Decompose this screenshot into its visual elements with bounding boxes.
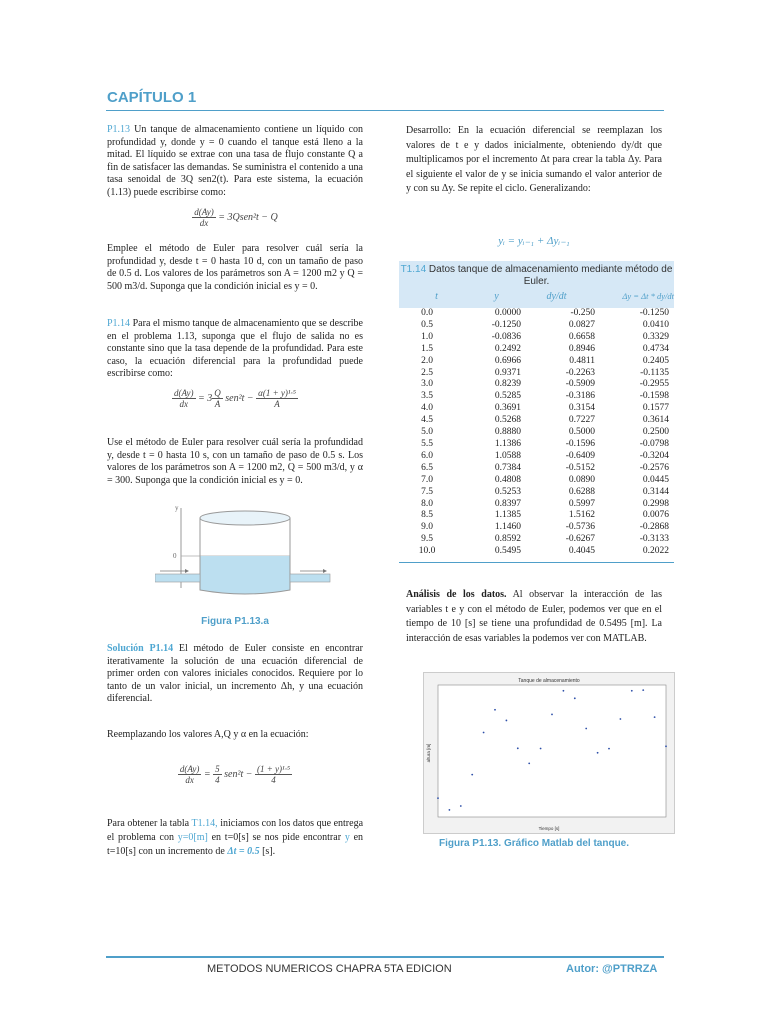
analysis-text: Al observar la interacción de las variables t e y con el método de Euler, podemos ver que en el tiempo de 10 [s] se tiene una profundidad de 0.5495 [m]. La interacción de esas variables la podemos ver con MATLAB. [406,589,662,644]
table-row [404,403,672,415]
table-cell: 2.0 [421,355,433,366]
table-row [404,379,672,391]
table-cell: 1.5162 [568,510,595,521]
eq1-den: dx [199,218,209,228]
p113-paragraph [107,124,363,200]
eq3-eq: = [203,768,211,780]
eq2-num: d(Ay) [174,388,194,398]
eq2-den: dx [179,399,188,409]
table-row [404,308,672,320]
eq3-c-den: 4 [215,775,220,785]
table-cell: 9.5 [421,534,433,545]
p114-text: Para el mismo tanque de almacenamiento que se describe en el problema 1.13, suponga que el flujo de salida no es constante sino que la tasa depende de la profundidad. Para este caso, la ecuación diferencial para la profundidad puede escribirse como: [107,318,363,380]
plot-figure-caption: Figura P1.13. Gráfico Matlab del tanque. [438,838,630,849]
table-cell: 0.3329 [642,331,669,342]
table-row [404,332,672,344]
table-row [404,415,672,427]
table-cell: 0.7227 [568,415,595,426]
table-cell: -0.6409 [565,450,595,461]
table-cell: 0.5000 [568,427,595,438]
table-row [404,451,672,463]
table-cell: -0.3186 [565,391,595,402]
table-cell: -0.2263 [565,367,595,378]
plot-point [620,718,622,720]
table-cell: 1.0 [421,331,433,342]
eq2-q-den: A [214,399,221,409]
analysis-bold: Análisis de los datos. [406,589,507,600]
table-cell: 7.5 [421,486,433,497]
plot-point [654,716,656,718]
table-cell: 1.1386 [494,438,521,449]
table-cell: -0.1598 [639,391,669,402]
plot-point [460,805,462,807]
p114-tag: P1.14 [107,318,131,329]
equation-2 [107,388,363,409]
table-cell: 1.1460 [494,522,521,533]
table-bottom-rule [399,562,674,563]
plot-area [438,685,666,817]
table-tag: T1.14 [400,264,427,275]
table-cell: -0.5152 [565,462,595,473]
eq3-num: d(Ay) [179,764,200,774]
table-cell: 10.0 [418,546,436,557]
table-cell: -0.1250 [639,308,669,318]
eq2-mid: = 3 [198,392,213,404]
plot-point [528,762,530,764]
table-cell: 0.1577 [642,403,669,414]
plot-point [517,747,519,749]
final-paragraph [107,817,363,859]
footer-author: Autor: @PTRRZA [566,963,658,975]
table-row [404,344,672,356]
table-cell: -0.1596 [565,438,595,449]
general-equation: yᵢ = yᵢ₋₁ + Δyᵢ₋₁ [498,235,570,247]
table-cell: 0.5 [421,319,433,330]
solution-text: El método de Euler consiste en encontrar iterativamente la solución de una ecuación diferencial de primer orden con valores iniciales conocidos. Requiere por lo tanto de un valor inicial, un incremento Δh, y una ecuación diferencial. [107,643,363,705]
table-cell: 8.0 [421,498,433,509]
table-row [404,320,672,332]
table-cell: 3.0 [421,379,433,390]
eq3-sen: sen²t − [224,768,253,780]
table-cell: -0.2955 [639,379,669,390]
eq2-sen: sen²t − [225,392,254,404]
footer-title: METODOS NUMERICOS CHAPRA 5TA EDICION [207,963,452,975]
analysis-paragraph [406,588,662,646]
plot-point [471,774,473,776]
plot-point [642,689,644,691]
table-cell: 0.5253 [494,486,521,497]
final-y: y [344,832,350,843]
table-cell: 6.5 [421,462,433,473]
table-cell: -0.1135 [640,367,669,378]
table-cell: 0.2500 [642,427,669,438]
table-cell: 0.7384 [494,462,521,473]
p113-paragraph-2: Emplee el método de Euler para resolver cuál sería la profundidad y, desde t = 0 hasta 10 d, con un tamaño de paso de 0.5 d. Los valores de los parámetros son A = 1200 m2 y Q = 500 m3/d. Suponga que la condición inicial es y = 0. [107,243,363,292]
table-cell: 0.3144 [642,486,669,497]
table-cell: -0.3133 [639,534,669,545]
table-cell: -0.1250 [491,319,521,330]
table-cell: 0.0445 [642,474,669,485]
table-cell: 9.0 [421,522,433,533]
table-cell: 6.0 [421,450,433,461]
col-header-y: y [494,291,499,302]
table-cell: 0.4045 [568,546,595,557]
chapter-title: CAPÍTULO 1 [107,89,197,106]
table-cell: 2.5 [421,367,433,378]
table-cell: -0.250 [570,308,595,318]
eq3-den: dx [185,775,194,785]
plot-ylabel: altura [m] [426,743,431,763]
final-tag: T1.14, [191,818,218,829]
plot-title: Tanque de almacenamiento [518,678,580,684]
table-cell: 0.8397 [494,498,521,509]
tank-figure [155,498,335,600]
table-cell: 4.5 [421,415,433,426]
table-row [404,534,672,546]
eq3-r-num: (1 + y)¹·⁵ [256,764,291,774]
plot-point [494,709,496,711]
plot-point [631,690,633,692]
table-cell: 0.3614 [642,415,669,426]
table-cell: 0.0 [421,308,433,318]
eq1-num: d(Ay) [194,207,214,217]
euler-table-body [404,308,672,558]
table-cell: 0.5997 [568,498,595,509]
p114-paragraph [107,318,363,381]
table-cell: 8.5 [421,510,433,521]
table-cell: 0.4811 [569,355,595,366]
p114-paragraph-2: Use el método de Euler para resolver cuál sería la profundidad y, desde t = 0 hasta 10 s, con un tamaño de paso de 0.5 s. Los valores de los parámetros son A = 1200 m2, Q = 500 m3/d, y α = 300. Suponga que la condición inicial es y = 0. [107,437,363,486]
p113-tag: P1.13 [107,124,131,135]
table-row [404,356,672,368]
table-cell: 0.8592 [494,534,521,545]
equation-1 [107,207,363,228]
table-col-headers [399,291,674,302]
table-row [404,368,672,380]
solution-paragraph [107,643,363,706]
eq2-r-den: A [274,399,280,409]
final-y0: y=0[m] [177,832,208,843]
tank-zero-label: 0 [173,552,177,560]
table-row [404,463,672,475]
table-cell: 0.0076 [642,510,669,521]
col-header-dy: Δy = Δt * dy/dt [622,291,674,301]
table-cell: 5.5 [421,438,433,449]
final-e: [s]. [262,846,276,857]
table-cell: 0.4734 [642,343,669,354]
plot-point [449,809,451,811]
table-cell: 3.5 [421,391,433,402]
footer-rule [106,956,664,958]
plot-point [551,714,553,716]
table-cell: 4.0 [421,403,433,414]
table-cell: 0.2492 [494,343,521,354]
table-cell: 0.5495 [494,546,521,557]
table-cell: -0.2868 [639,522,669,533]
table-cell: 0.5268 [494,415,521,426]
table-cell: 0.2022 [642,546,669,557]
plot-point [574,697,576,699]
table-row [404,439,672,451]
table-cell: 0.8946 [568,343,595,354]
table-cell: -0.0836 [491,331,521,342]
table-row [404,391,672,403]
table-row [404,522,672,534]
equation-3 [107,764,363,785]
table-cell: -0.3204 [639,450,669,461]
table-cell: 0.9371 [494,367,521,378]
replace-paragraph: Reemplazando los valores A,Q y α en la ecuación: [107,729,309,740]
euler-table [404,308,672,558]
eq1-rhs: = 3Qsen²t − Q [218,211,278,223]
table-cell: -0.5736 [565,522,595,533]
eq3-c-num: 5 [215,764,220,774]
table-cell: 0.2998 [642,498,669,509]
table-caption [399,261,674,288]
plot-xlabel: Tiempo [s] [538,826,560,831]
table-cell: 0.0000 [494,308,521,318]
table-cell: 0.0410 [642,319,669,330]
col-header-t: t [435,291,438,302]
plot-point [665,745,667,747]
table-cell: 0.3154 [568,403,595,414]
table-cell: 0.6658 [568,331,595,342]
table-cell: 0.5285 [494,391,521,402]
col-header-dydt: dy/dt [546,291,567,302]
final-a: Para obtener la tabla [107,818,190,829]
final-b: iniciamos con los datos que entrega el problema con [107,818,364,843]
tank-y-label: y [175,504,179,512]
table-cell: 0.0890 [568,474,595,485]
table-cell: 0.3691 [494,403,521,414]
table-cell: 0.2405 [642,355,669,366]
table-row [404,475,672,487]
plot-point [608,748,610,750]
table-cell: 0.6966 [494,355,521,366]
table-cell: 0.4808 [494,474,521,485]
table-cell: -0.5909 [565,379,595,390]
table-cell: -0.0798 [639,438,669,449]
eq3-r-den: 4 [271,775,276,785]
table-row [404,487,672,499]
table-cell: 7.0 [421,474,433,485]
plot-point [540,748,542,750]
table-cell: 5.0 [421,427,433,438]
table-cell: 1.5 [421,343,433,354]
tank-figure-caption: Figura P1.13.a [201,616,269,627]
matlab-plot [423,672,675,834]
p113-text: Un tanque de almacenamiento contiene un líquido con profundidad y, donde y = 0 cuando el tanque está lleno a la mitad. El líquido se extrae con una tasa de flujo constante Q a fin de satisfacer las demandas. Se suministra el contenido a una tasa senoidal de 3Q sen2(t). Para este sistema, la ecuación (1.13) puede escribirse como: [107,124,364,198]
table-cell: -0.6267 [565,534,595,545]
table-cell: 1.1385 [494,510,521,521]
table-cell: 1.0588 [494,450,521,461]
table-row [404,546,672,558]
eq2-q-num: Q [214,388,221,398]
table-header [399,261,674,308]
table-row [404,499,672,511]
final-dt: Δt = 0.5 [227,846,260,857]
plot-point [563,690,565,692]
final-d: en t=10[s] con un incremento de [107,832,364,857]
table-cell: 0.8239 [494,379,521,390]
table-cell: -0.2576 [639,462,669,473]
plot-point [506,720,508,722]
table-cell: 0.6288 [568,486,595,497]
final-c: en t=0[s] se nos pide encontrar [211,832,342,843]
table-row [404,427,672,439]
plot-point [597,752,599,754]
solution-tag: Solución P1.14 [107,643,174,654]
table-row [404,510,672,522]
development-paragraph: Desarrollo: En la ecuación diferencial se reemplazan los valores de t e y dados inicialmente, obteniendo dy/dt que multiplicamos por el incremento Δt para crear la tabla Δy. Para el siguiente el valor de y se inicia sumando el valor anterior de y con su Δy. Se repite el ciclo. Generalizando: [406,125,662,194]
table-title: Datos tanque de almacenamiento mediante método de Euler. [428,264,673,287]
eq2-r-num: α(1 + y)¹·⁵ [258,388,296,398]
table-cell: 0.8880 [494,427,521,438]
plot-point [585,728,587,730]
plot-point [483,732,485,734]
table-cell: 0.0827 [568,319,595,330]
plot-point [437,797,439,799]
header-rule [106,110,664,111]
